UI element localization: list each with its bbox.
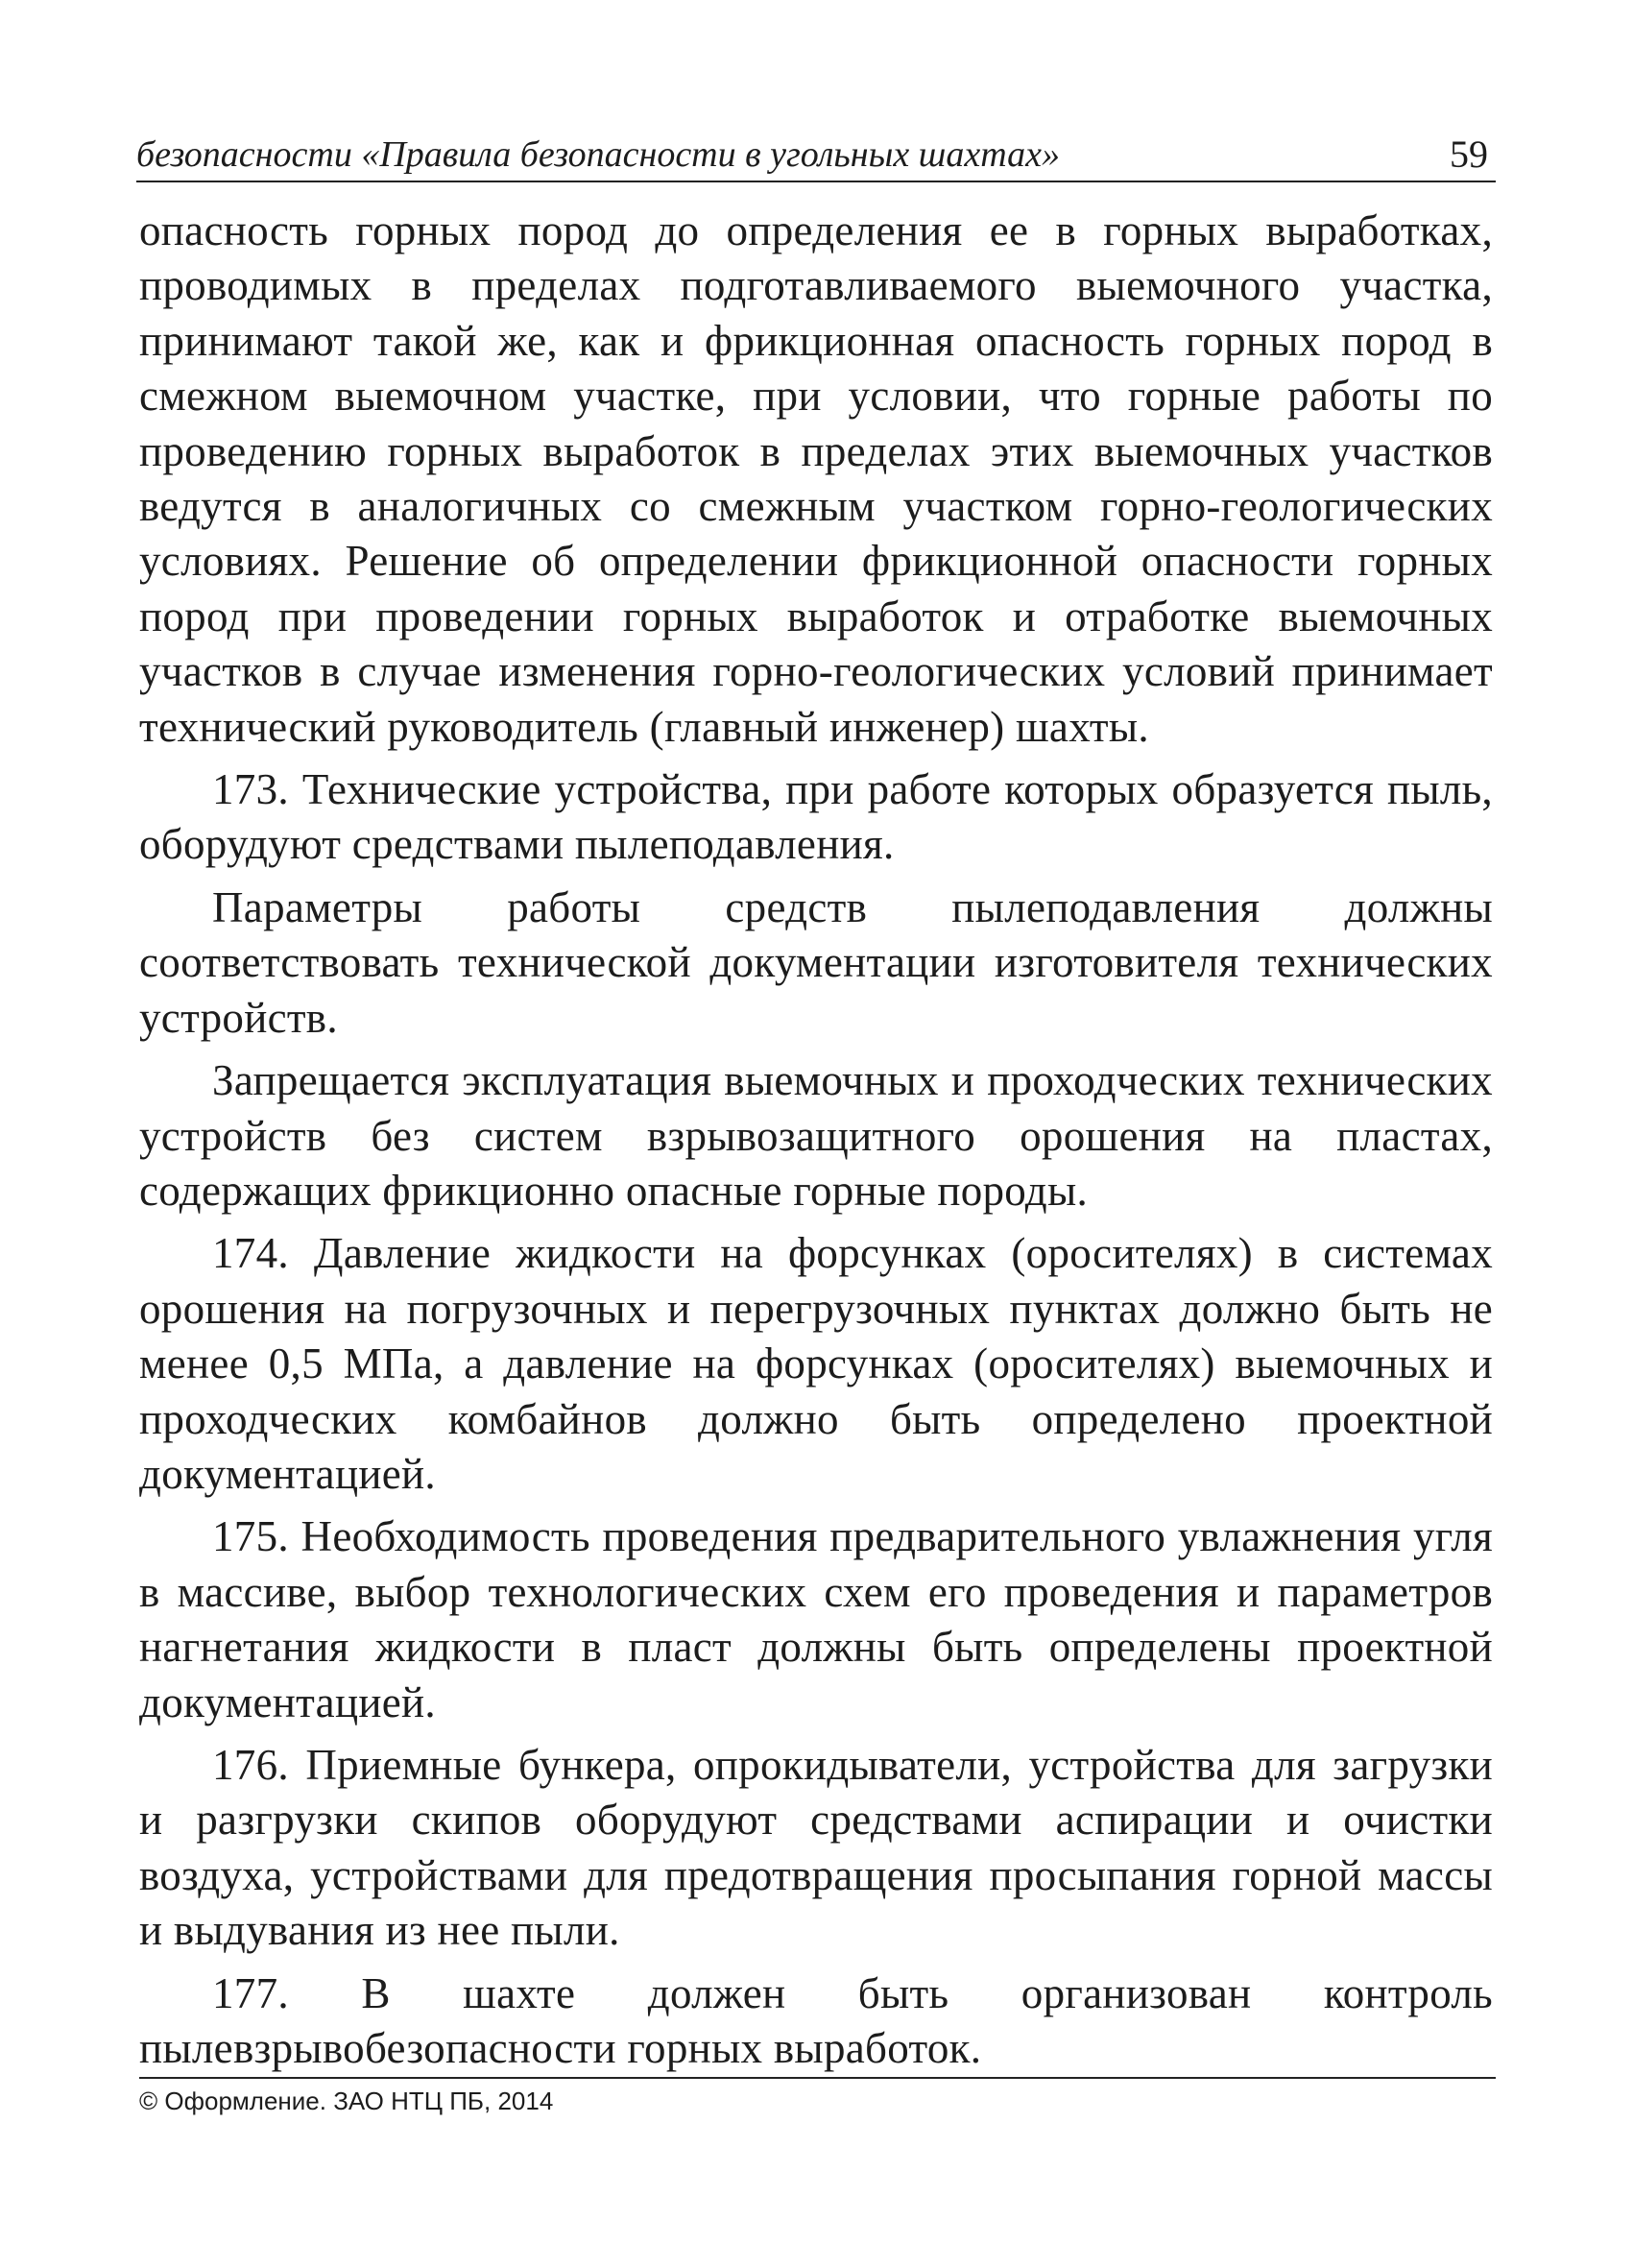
paragraph-prohibition: Запрещается эксплуатация выемочных и проходческих технических устройств без систем взрывозащитного орошения на пластах, содержащих фрикционно опасные горные породы.	[139, 1056, 1493, 1215]
paragraph-dust-parameters: Параметры работы средств пылеподавления должны соответствовать технической документации изготовителя технических устройств.	[139, 882, 1493, 1042]
paragraph-173: 173. Технические устройства, при работе которых образуется пыль, оборудуют средствами пылеподавления.	[139, 765, 1493, 869]
body-text	[139, 204, 1493, 2084]
running-header	[136, 125, 1496, 182]
page-number: 59	[1450, 133, 1488, 176]
paragraph-174: 174. Давление жидкости на форсунках (оросителях) в системах орошения на погрузочных и перегрузочных пунктах должно быть не менее 0,5 МПа, а давление на форсунках (оросителях) выемочных и проходческих комбайнов должно быть определено проектной документацией.	[139, 1229, 1493, 1498]
paragraph-175: 175. Необходимость проведения предварительного увлажнения угля в массиве, выбор технологических схем его проведения и параметров нагнетания жидкости в пласт должны быть определены проектной документацией.	[139, 1512, 1493, 1726]
footer-copyright: © Оформление. ЗАО НТЦ ПБ, 2014	[139, 2087, 554, 2115]
paragraph-continuation: опасность горных пород до определения ее в горных выработках, проводимых в пределах подготавливаемого выемочного участка, принимают такой же, как и фрикционная опасность горных пород в смежном выемочном участке, при условии, что горные работы по проведению горных выработок в пределах этих выемочных участков ведутся в аналогичных со смежным участком горно-геологических условиях. Решение об определении фрикционной опасности горных пород при проведении горных выработок и отработке выемочных участков в случае изменения горно-геологических условий принимает технический руководитель (главный инженер) шахты.	[139, 206, 1493, 751]
paragraph-176: 176. Приемные бункера, опрокидыватели, устройства для загрузки и разгрузки скипов оборудуют средствами аспирации и очистки воздуха, устройствами для предотвращения просыпания горной массы и выдувания из нее пыли.	[139, 1740, 1493, 1955]
running-title: безопасности «Правила безопасности в угольных шахтах»	[136, 134, 1061, 175]
footer-divider	[139, 2077, 1496, 2079]
paragraph-177: 177. В шахте должен быть организован контроль пылевзрывобезопасности горных выработок.	[139, 1968, 1493, 2072]
